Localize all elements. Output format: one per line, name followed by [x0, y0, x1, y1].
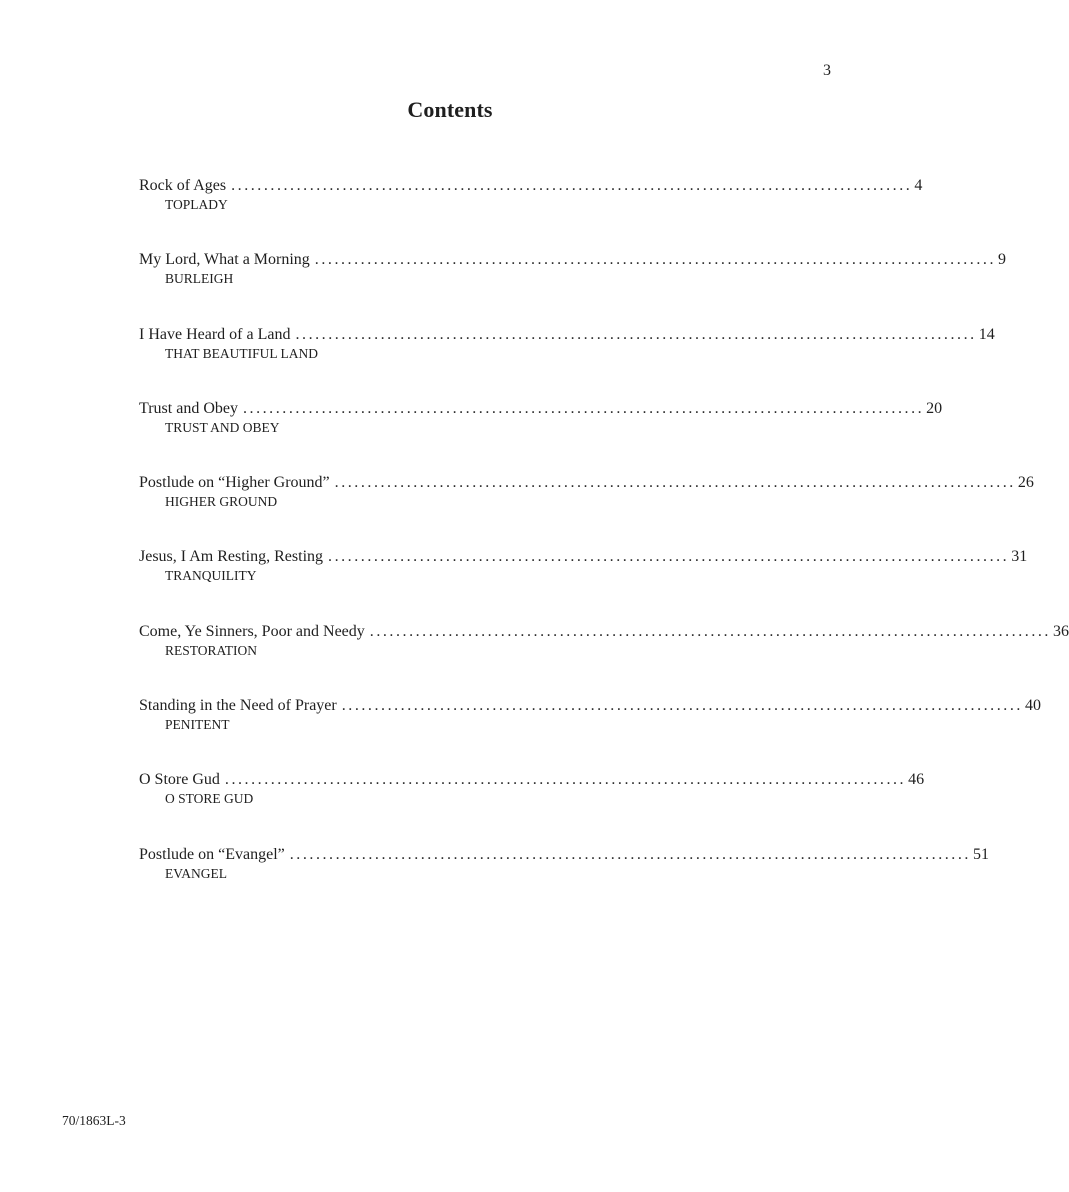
toc-page-number: 14	[978, 325, 995, 343]
toc-line	[139, 696, 1041, 716]
toc-line	[139, 622, 1069, 642]
toc-title: Jesus, I Am Resting, Resting	[139, 548, 324, 566]
toc-tune-name: PENITENT	[165, 717, 230, 733]
dot-leader: ........................................................................................................	[242, 399, 925, 417]
toc-line	[139, 845, 989, 865]
toc-entry	[139, 845, 989, 919]
toc-page-number: 4	[914, 177, 923, 194]
toc-page-number: 26	[1017, 474, 1034, 492]
toc-page-number: 46	[908, 771, 925, 789]
dot-leader: ........................................................................................................	[295, 325, 977, 343]
toc-title: I Have Heard of a Land	[139, 325, 291, 343]
toc-title: Rock of Ages	[139, 177, 227, 194]
toc-title: Trust and Obey	[139, 399, 238, 417]
toc-line	[139, 176, 923, 196]
toc-page-number: 20	[926, 399, 943, 417]
toc-title: My Lord, What a Morning	[139, 251, 310, 269]
toc-entry	[139, 473, 1034, 547]
toc-entry	[139, 176, 923, 250]
toc-line	[139, 547, 1028, 567]
toc-page-number: 31	[1011, 548, 1028, 566]
toc-line	[139, 325, 995, 345]
toc-entry	[139, 696, 1041, 770]
toc-entry	[139, 622, 1069, 696]
toc-page-number: 51	[972, 845, 989, 863]
dot-leader: ........................................................................................................	[224, 771, 907, 789]
toc-line	[139, 399, 943, 419]
toc-tune-name: BURLEIGH	[165, 271, 234, 287]
toc-title: Postlude on “Higher Ground”	[139, 474, 330, 492]
toc-page-number: 9	[998, 251, 1006, 269]
toc-entry	[139, 547, 1028, 621]
catalog-number: 70/1863L-3	[62, 1113, 126, 1128]
toc-title: O Store Gud	[139, 771, 220, 789]
dot-leader: ........................................................................................................	[334, 474, 1016, 492]
toc-title: Postlude on “Evangel”	[139, 845, 285, 863]
toc-tune-name: THAT BEAUTIFUL LAND	[165, 345, 318, 361]
toc-tune-name: HIGHER GROUND	[165, 494, 278, 510]
toc-tune-name: TRUST AND OBEY	[165, 419, 280, 435]
table-of-contents	[139, 176, 1069, 919]
dot-leader: ........................................................................................................	[314, 251, 996, 269]
toc-page-number: 40	[1024, 697, 1041, 715]
dot-leader: ........................................................................................................	[231, 177, 913, 194]
toc-title: Standing in the Need of Prayer	[139, 697, 337, 715]
page-title: Contents	[407, 97, 493, 122]
toc-tune-name: EVANGEL	[165, 865, 227, 881]
dot-leader: ........................................................................................................	[289, 845, 971, 863]
toc-page-number: 36	[1052, 622, 1069, 640]
dot-leader: ........................................................................................................	[341, 697, 1023, 715]
toc-tune-name: RESTORATION	[165, 642, 258, 658]
toc-line	[139, 473, 1034, 493]
toc-tune-name: TRANQUILITY	[165, 568, 257, 584]
toc-line	[139, 770, 925, 790]
dot-leader: ........................................................................................................	[328, 548, 1010, 566]
toc-entry	[139, 325, 995, 399]
toc-title: Come, Ye Sinners, Poor and Needy	[139, 622, 365, 640]
toc-entry	[139, 770, 925, 844]
toc-tune-name: O STORE GUD	[165, 791, 254, 807]
toc-entry	[139, 250, 1006, 324]
page-number: 3	[823, 62, 831, 79]
toc-entry	[139, 399, 943, 473]
toc-line	[139, 250, 1006, 270]
toc-tune-name: TOPLADY	[165, 197, 228, 212]
dot-leader: ........................................................................................................	[369, 622, 1051, 640]
